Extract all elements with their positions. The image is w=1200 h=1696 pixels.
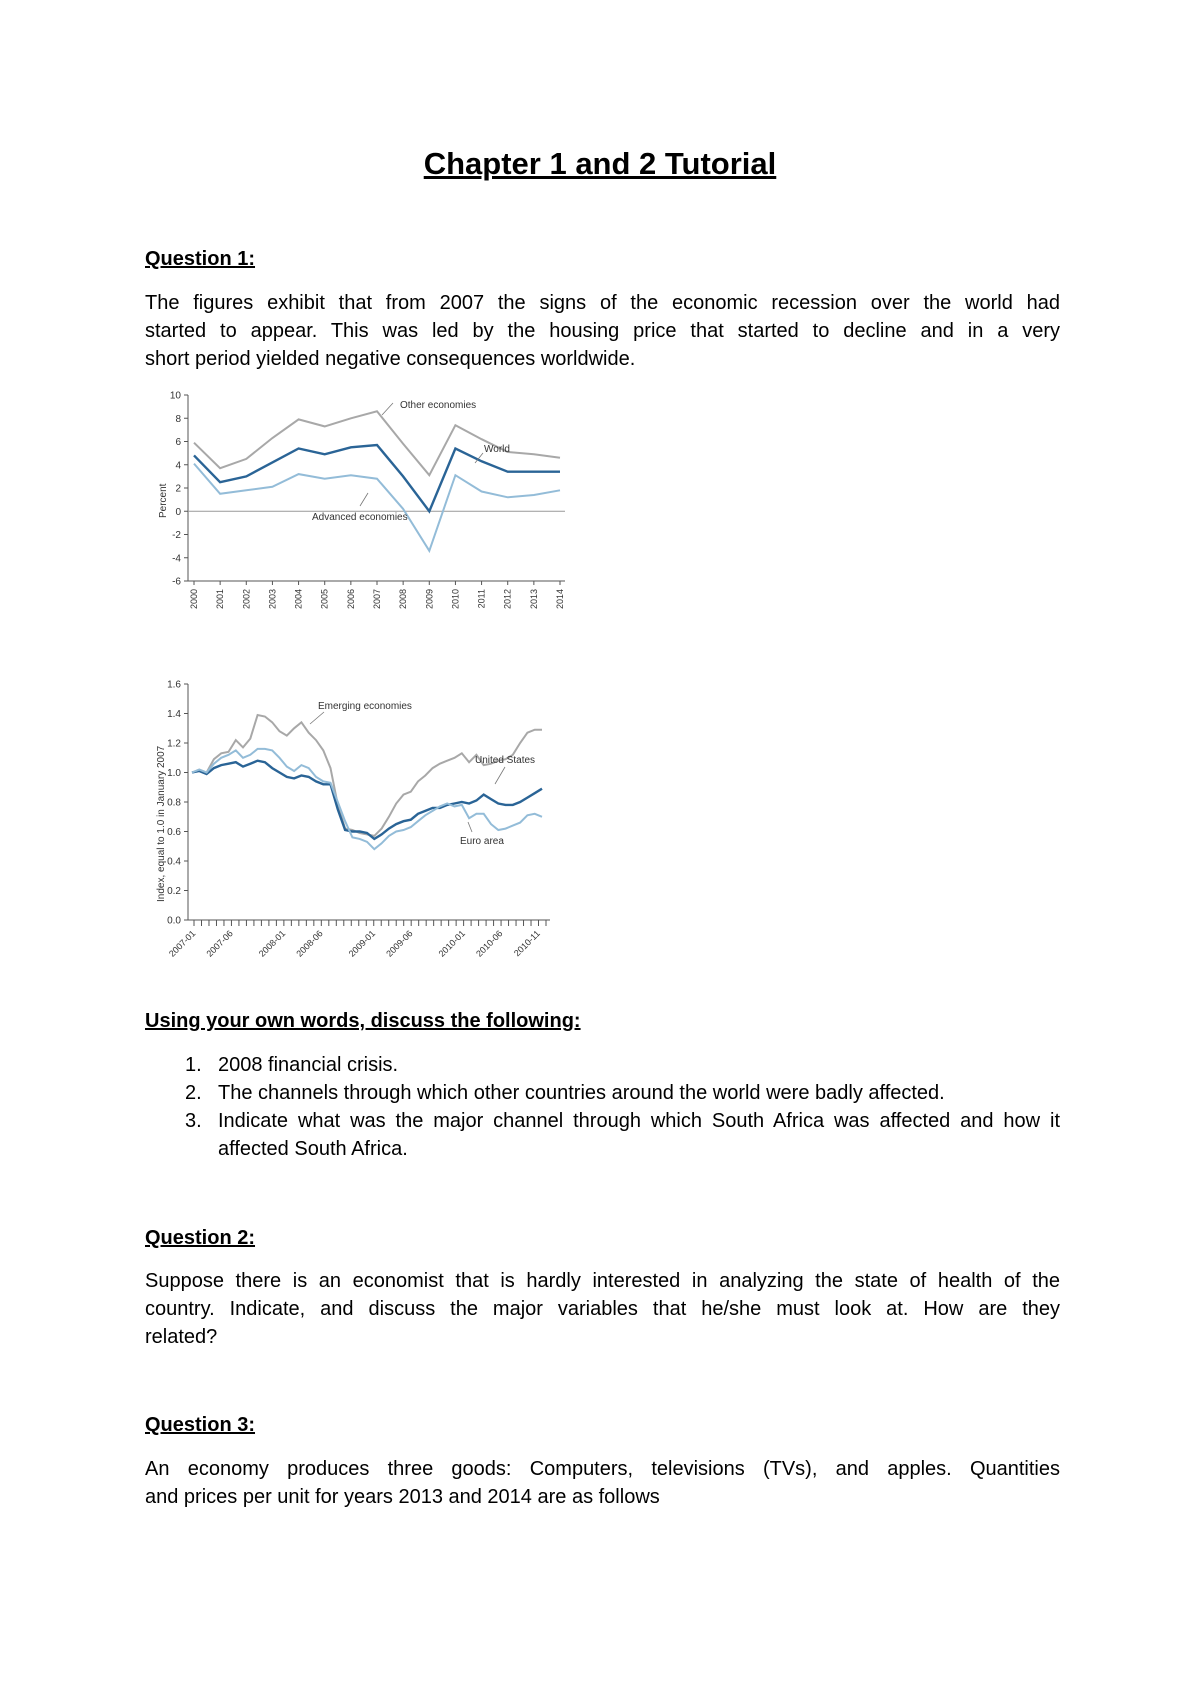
task-list <box>145 1051 1060 1163</box>
x-tick-label: 2009-06 <box>384 928 415 959</box>
paragraph-line: and prices per unit for years 2013 and 2014 are as follows <box>145 1486 660 1508</box>
list-item <box>145 1107 1060 1163</box>
y-tick-label: 0.4 <box>167 856 181 868</box>
paragraph-line: country. Indicate, and discuss the major variables that he/she must look at. How are they <box>145 1298 1060 1320</box>
leader-line <box>382 403 393 415</box>
x-tick-label: 2014 <box>555 589 565 610</box>
x-tick-label: 2007 <box>372 589 382 610</box>
question-1-heading: Question 1: <box>145 248 256 270</box>
y-axis-label: Percent <box>158 483 169 518</box>
list-item-text: Indicate what was the major channel through which South Africa was affected and how it affected South Africa. <box>218 1110 1060 1160</box>
series-label: Advanced economies <box>312 512 408 523</box>
y-tick-label: 1.0 <box>167 768 181 779</box>
list-item <box>145 1051 1060 1079</box>
series-label: Euro area <box>460 836 504 847</box>
y-tick-label: 0.0 <box>167 915 181 927</box>
x-tick-label: 2013 <box>528 589 539 610</box>
question-3-paragraph <box>145 1455 1060 1511</box>
page-title: Chapter 1 and 2 Tutorial <box>423 146 777 181</box>
leader-line <box>468 822 472 832</box>
question-3-heading: Question 3: <box>145 1414 256 1436</box>
y-tick-label: 1.4 <box>167 709 181 720</box>
x-tick-label: 2011 <box>476 589 487 609</box>
x-tick-label: 2007-06 <box>204 928 235 959</box>
x-tick-label: 2005 <box>319 589 330 610</box>
paragraph-line: The figures exhibit that from 2007 the signs of the economic recession over the world had <box>145 292 1060 314</box>
y-tick-label: -4 <box>172 553 181 565</box>
x-tick-label: 2008-01 <box>256 928 288 959</box>
y-axis-label: Index, equal to 1.0 in January 2007 <box>156 745 167 902</box>
question-1-paragraph <box>145 289 1060 373</box>
series-label: Other economies <box>400 400 477 411</box>
y-tick-label: 10 <box>169 390 181 402</box>
list-item-text: 2008 financial crisis. <box>218 1054 399 1076</box>
leader-line <box>310 712 324 724</box>
x-tick-label: 2002 <box>241 589 252 610</box>
y-tick-label: 0.2 <box>167 886 181 897</box>
y-tick-label: 8 <box>175 413 181 425</box>
series-line <box>192 715 542 836</box>
y-tick-label: 0.8 <box>167 797 181 809</box>
paragraph-line: Suppose there is an economist that is hardly interested in analyzing the state of health of the <box>145 1270 1060 1292</box>
x-tick-label: 2000 <box>189 589 199 610</box>
series-line <box>192 761 542 839</box>
discuss-heading: Using your own words, discuss the following: <box>145 1010 581 1032</box>
leader-line <box>495 767 505 784</box>
leader-line <box>360 493 368 506</box>
list-item-number: 1. <box>185 1054 202 1076</box>
list-item-number: 3. <box>185 1110 202 1132</box>
y-tick-label: 2 <box>175 483 181 495</box>
series-label: Emerging economies <box>318 701 412 712</box>
series-label: United States <box>475 755 536 766</box>
x-tick-label: 2010-06 <box>474 928 505 959</box>
series-line <box>194 464 560 551</box>
x-tick-label: 2001 <box>215 589 226 610</box>
x-tick-label: 2003 <box>267 589 278 610</box>
x-tick-label: 2010-01 <box>436 928 468 959</box>
list-item <box>145 1079 1060 1107</box>
x-tick-label: 2008-06 <box>294 928 325 959</box>
y-tick-label: 0 <box>175 506 181 518</box>
paragraph-line: short period yielded negative consequences worldwide. <box>145 348 636 370</box>
y-tick-label: 0.6 <box>167 827 181 838</box>
stock-index-chart <box>150 672 630 997</box>
x-tick-label: 2006 <box>345 589 356 610</box>
x-tick-label: 2012 <box>502 589 513 610</box>
list-item-number: 2. <box>185 1082 202 1104</box>
paragraph-line: An economy produces three goods: Computers, televisions (TVs), and apples. Quantities <box>145 1458 1060 1480</box>
series-label: World <box>484 444 510 455</box>
y-tick-label: 6 <box>175 437 181 448</box>
y-tick-label: 1.6 <box>167 679 181 691</box>
y-tick-label: -6 <box>172 576 181 588</box>
list-item-text: The channels through which other countries around the world were badly affected. <box>218 1082 945 1104</box>
paragraph-line: related? <box>145 1326 218 1348</box>
y-tick-label: 4 <box>175 460 181 472</box>
y-tick-label: 1.2 <box>167 738 181 750</box>
y-tick-label: -2 <box>172 530 181 541</box>
x-tick-label: 2010 <box>450 589 461 610</box>
x-tick-label: 2007-01 <box>166 928 198 959</box>
x-tick-label: 2009-01 <box>346 928 378 959</box>
x-tick-label: 2009 <box>424 589 435 610</box>
x-tick-label: 2004 <box>293 589 304 610</box>
x-tick-label: 2008 <box>398 589 409 610</box>
question-2-heading: Question 2: <box>145 1227 256 1249</box>
question-2-paragraph <box>145 1267 1060 1351</box>
gdp-growth-chart <box>150 385 630 675</box>
paragraph-line: started to appear. This was led by the housing price that started to decline and in a very <box>145 320 1060 342</box>
x-tick-label: 2010-11 <box>511 928 542 959</box>
